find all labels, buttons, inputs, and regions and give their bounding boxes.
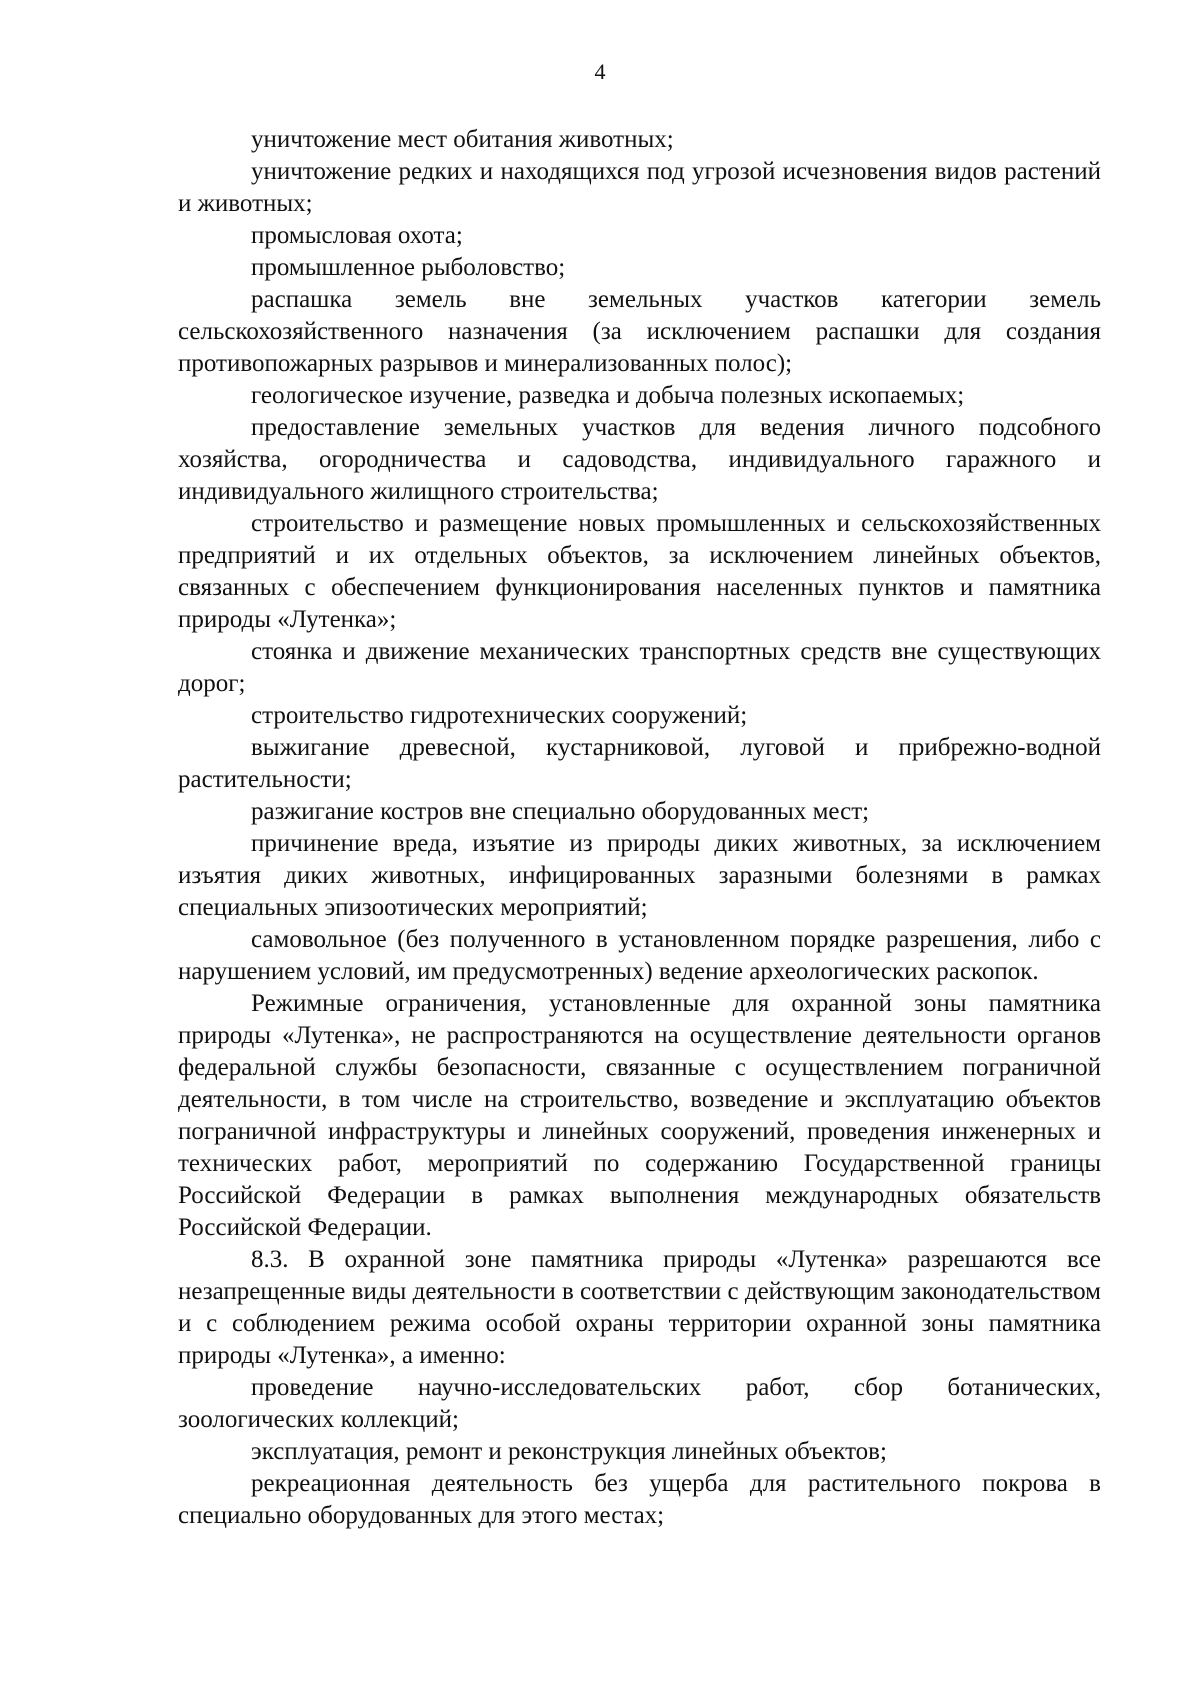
- paragraph: уничтожение редких и находящихся под угрозой исчезновения видов растений и животных;: [178, 158, 1101, 217]
- paragraph: стоянка и движение механических транспортных средств вне существующих дорог;: [178, 638, 1101, 697]
- page-number: 4: [594, 59, 606, 84]
- paragraph: уничтожение мест обитания животных;: [251, 126, 674, 153]
- paragraph: причинение вреда, изъятие из природы диких животных, за исключением изъятия диких животных, инфицированных заразными болезнями в рамках специальных эпизоотических мероприятий;: [178, 830, 1101, 921]
- paragraph: предоставление земельных участков для ведения личного подсобного хозяйства, огородничества и садоводства, индивидуального гаражного и индивидуального жилищного строительства;: [178, 414, 1101, 505]
- paragraph: разжигание костров вне специально оборудованных мест;: [251, 798, 870, 825]
- paragraph: промышленное рыболовство;: [251, 254, 566, 281]
- paragraph: 8.3. В охранной зоне памятника природы «Лутенка» разрешаются все незапрещенные виды деятельности в соответствии с действующим законодательством и с соблюдением режима особой охраны территории охранной зоны памятника природы «Лутенка», а именно:: [178, 1246, 1101, 1369]
- paragraph: самовольное (без полученного в установленном порядке разрешения, либо с нарушением условий, им предусмотренных) ведение археологических раскопок.: [178, 926, 1101, 985]
- paragraph: Режимные ограничения, установленные для охранной зоны памятника природы «Лутенка», не распространяются на осуществление деятельности органов федеральной службы безопасности, связанные с осуществлением пограничной деятельности, в том числе на строительство, возведение и эксплуатацию объектов пограничной инфраструктуры и линейных сооружений, проведения инженерных и технических работ, мероприятий по содержанию Государственной границы Российской Федерации в рамках выполнения международных обязательств Российской Федерации.: [178, 990, 1101, 1241]
- paragraph: рекреационная деятельность без ущерба для растительного покрова в специально оборудованных для этого местах;: [178, 1470, 1101, 1529]
- paragraph: проведение научно-исследовательских работ, сбор ботанических, зоологических коллекций;: [178, 1374, 1101, 1433]
- document-body: [178, 124, 1101, 1532]
- paragraph: строительство и размещение новых промышленных и сельскохозяйственных предприятий и их отдельных объектов, за исключением линейных объектов, связанных с обеспечением функционирования населенных пунктов и памятника природы «Лутенка»;: [178, 510, 1101, 633]
- paragraph: выжигание древесной, кустарниковой, луговой и прибрежно-водной растительности;: [178, 734, 1101, 793]
- paragraph: строительство гидротехнических сооружений;: [251, 702, 748, 729]
- paragraph: геологическое изучение, разведка и добыча полезных ископаемых;: [251, 382, 965, 409]
- paragraph: промысловая охота;: [251, 222, 463, 249]
- paragraph: распашка земель вне земельных участков категории земель сельскохозяйственного назначения (за исключением распашки для создания противопожарных разрывов и минерализованных полос);: [178, 286, 1101, 377]
- paragraph: эксплуатация, ремонт и реконструкция линейных объектов;: [251, 1438, 887, 1465]
